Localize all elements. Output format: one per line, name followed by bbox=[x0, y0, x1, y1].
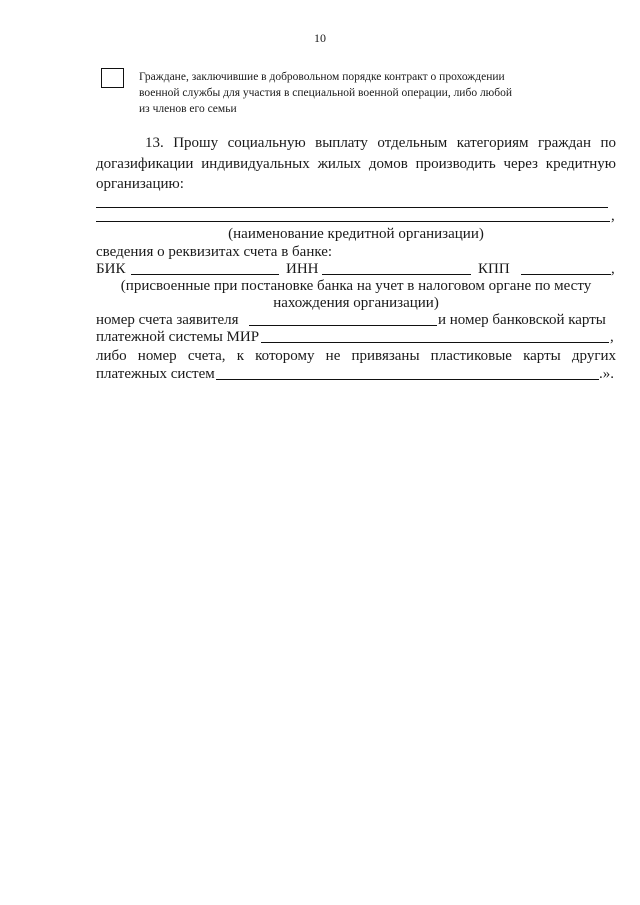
kpp-label: КПП bbox=[478, 261, 510, 277]
account-label: номер счета заявителя bbox=[96, 312, 239, 328]
account-field[interactable] bbox=[249, 325, 437, 326]
page-number: 10 bbox=[314, 31, 326, 45]
bik-field[interactable] bbox=[131, 274, 279, 275]
mir-comma: , bbox=[610, 329, 614, 345]
option-checkbox[interactable] bbox=[101, 68, 124, 88]
inn-label: ИНН bbox=[286, 261, 319, 277]
mir-label: платежной системы МИР bbox=[96, 329, 260, 345]
card-label: и номер банковской карты bbox=[438, 312, 606, 328]
assigned-note-1: (присвоенные при постановке банка на учет в налоговом органе по месту bbox=[120, 278, 592, 294]
closing-mark: .». bbox=[599, 366, 614, 382]
systems-label: платежных систем bbox=[96, 366, 215, 382]
option-line: Граждане, заключившие в добровольном порядке контракт о прохождении bbox=[139, 71, 505, 83]
credit-org-line-2[interactable] bbox=[96, 221, 610, 222]
option-line: из членов его семьи bbox=[139, 103, 237, 115]
mir-field[interactable] bbox=[261, 342, 609, 343]
option-text bbox=[139, 69, 589, 117]
item13-line-1: 13. Прошу социальную выплату отдельным категориям граждан по bbox=[145, 135, 616, 151]
credit-org-line-1[interactable] bbox=[96, 207, 608, 208]
bank-details-label: сведения о реквизитах счета в банке: bbox=[96, 244, 333, 260]
inn-field[interactable] bbox=[322, 274, 471, 275]
systems-field[interactable] bbox=[216, 379, 599, 380]
option-line: военной службы для участия в специальной военной операции, либо любой bbox=[139, 87, 513, 99]
bik-label: БИК bbox=[96, 261, 126, 277]
kpp-comma: , bbox=[611, 261, 615, 277]
alt-account-line: либо номер счета, к которому не привязаны пластиковые карты других bbox=[96, 348, 616, 364]
credit-org-caption: (наименование кредитной организации) bbox=[228, 226, 484, 242]
item13-line-3: организацию: bbox=[96, 176, 184, 192]
kpp-field[interactable] bbox=[521, 274, 611, 275]
credit-org-comma: , bbox=[611, 208, 615, 224]
assigned-note-2: нахождения организации) bbox=[273, 295, 439, 311]
item13-line-2: догазификации индивидуальных жилых домов производить через кредитную bbox=[96, 156, 616, 172]
